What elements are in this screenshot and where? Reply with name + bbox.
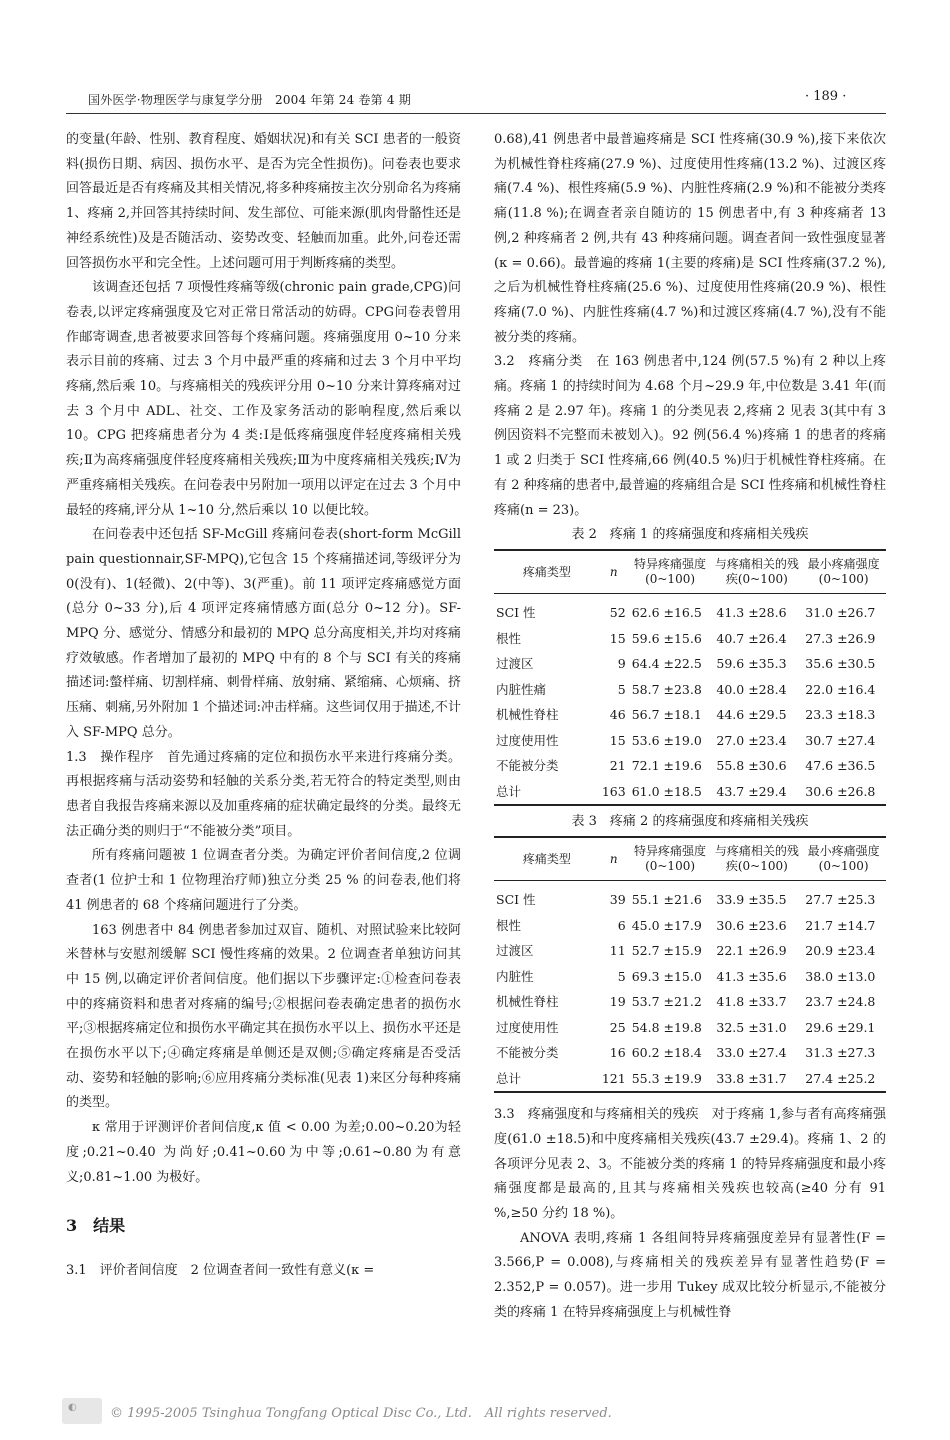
table-cell: 30.7 ±27.4 bbox=[805, 732, 876, 748]
table-cell: 不能被分类 bbox=[496, 758, 559, 774]
table-cell: 59.6 ±35.3 bbox=[716, 656, 787, 672]
table-cell: 62.6 ±16.5 bbox=[631, 605, 702, 621]
table-cell: 27.4 ±25.2 bbox=[801, 1066, 886, 1093]
table-cell: 11 bbox=[609, 943, 626, 959]
table-row bbox=[494, 702, 886, 728]
table-row bbox=[494, 913, 886, 939]
table-cell: 总计 bbox=[494, 779, 600, 806]
paragraph-intensity: 3.3 疼痛强度和与疼痛相关的残疾 对于疼痛 1,参与者有高疼痛强度(61.0 ±18.5)和中度疼痛相关残疾(43.7 ±29.4)。疼痛 1、2 的各项评分见表 2、3。不能被分类的疼痛 1 的特异疼痛强度和最小疼痛强度都是最高的,且其与疼痛相关残疾也较高(≥40 分有 91 %,≥50 分约 18 %)。 bbox=[494, 1107, 886, 1222]
table-cell: 根性 bbox=[496, 630, 522, 646]
table-cell: 33.8 ±31.7 bbox=[712, 1066, 801, 1093]
table-cell: 33.0 ±27.4 bbox=[716, 1045, 787, 1061]
table2-caption: 表 2 疼痛 1 的疼痛强度和疼痛相关残疾 bbox=[571, 527, 809, 543]
table-cell: 22.0 ±16.4 bbox=[805, 681, 876, 697]
table-cell: 58.7 ±23.8 bbox=[631, 681, 702, 697]
table2 bbox=[494, 549, 886, 806]
table-cell: 40.0 ±28.4 bbox=[716, 681, 787, 697]
right-column bbox=[494, 128, 886, 1326]
table-cell: 43.7 ±29.4 bbox=[712, 779, 801, 806]
paragraph-reliability: 3.1 评价者间信度 2 位调查者间一致性有意义(κ = bbox=[66, 1262, 375, 1278]
table-row bbox=[494, 1015, 886, 1041]
table3-caption: 表 3 疼痛 2 的疼痛强度和疼痛相关残疾 bbox=[571, 814, 809, 830]
paragraph-anova: ANOVA 表明,疼痛 1 各组间特异疼痛强度差异有显著性(F = 3.566,P = 0.008),与疼痛相关的残疾差异有显著性趋势(F = 2.352,P = 0.057)。进一步用 Tukey 成双比较分析显示,不能被分类的疼痛 1 在特异疼痛强度上与机械性脊 bbox=[494, 1230, 886, 1320]
table-cell: 31.3 ±27.3 bbox=[805, 1045, 876, 1061]
paragraph: 该调查还包括 7 项慢性疼痛等级(chronic pain grade,CPG)问卷表,以评定疼痛强度及它对正常日常活动的妨碍。CPG问卷表曾用作邮寄调查,患者被要求回答每个疼痛问题。疼痛强度用 0~10 分来表示目前的疼痛、过去 3 个月中最严重的疼痛和过去 3 个月中平均疼痛,然后乘 10。与疼痛相关的残疾评分用 0~10 分来计算疼痛对过去 3 个月中 ADL、社交、工作及家务活动的影响程度,然后乘以 10。CPG 把疼痛患者分为 4 类:Ⅰ是低疼痛强度伴轻度疼痛相关残疾;Ⅱ为高疼痛强度伴轻度疼痛相关残疾;Ⅲ为中度疼痛相关残疾;Ⅳ为严重疼痛相关残疾。在问卷表中另附加一项用以评定在过去 3 个月中最轻的疼痛,评分从 1~10 分,然后乘以 10 以便比较。 bbox=[66, 280, 461, 518]
table-row bbox=[494, 881, 886, 913]
table-cell: SCI 性 bbox=[496, 892, 536, 908]
table-cell: 25 bbox=[609, 1019, 626, 1035]
table-cell: 过度使用性 bbox=[496, 1019, 559, 1035]
table-header: n bbox=[600, 550, 628, 594]
table3-body bbox=[494, 881, 886, 1093]
table-cell: 过渡区 bbox=[496, 656, 534, 672]
table-row bbox=[494, 1040, 886, 1066]
header-rule bbox=[66, 113, 886, 114]
table-cell: 23.3 ±18.3 bbox=[805, 707, 876, 723]
table-header: 最小疼痛强度(0~100) bbox=[801, 837, 886, 881]
table-header: 与疼痛相关的残疾(0~100) bbox=[712, 837, 801, 881]
table-cell: 41.3 ±28.6 bbox=[716, 605, 787, 621]
table-row bbox=[494, 753, 886, 779]
paragraph: 在问卷表中还包括 SF-McGill 疼痛问卷表(short-form McGill pain questionnair,SF-MPQ),它包含 15 个疼痛描述词,等级评分为 0(没有)、1(轻微)、2(中等)、3(严重)。前 11 项评定疼痛感觉方面(总分 0~33 分),后 4 项评定疼痛情感方面(总分 0~12 分)。SF-MPQ 分、感觉分、情感分和最初的 MPQ 总分高度相关,并均对疼痛疗效敏感。作者增加了最初的 MPQ 中有的 8 个与 SCI 有关的疼痛描述词:螫样痛、切割样痛、刺骨样痛、放射痛、紧缩痛、心烦痛、挤压痛、刺痛,另外附加 1 个描述词:冲击样痛。这些词仅用于描述,不计入 SF-MPQ 总分。 bbox=[66, 527, 461, 740]
table-cell: 44.6 ±29.5 bbox=[716, 707, 787, 723]
table-cell: 23.7 ±24.8 bbox=[805, 994, 876, 1010]
table-cell: 5 bbox=[617, 681, 626, 697]
table-cell: 35.6 ±30.5 bbox=[805, 656, 876, 672]
table-cell: 总计 bbox=[494, 1066, 600, 1093]
table-cell: 45.0 ±17.9 bbox=[631, 917, 702, 933]
table-cell: 59.6 ±15.6 bbox=[631, 630, 702, 646]
table-cell: 56.7 ±18.1 bbox=[631, 707, 702, 723]
table-cell: 27.7 ±25.3 bbox=[805, 892, 876, 908]
table-cell: 29.6 ±29.1 bbox=[805, 1019, 876, 1035]
table-cell: 61.0 ±18.5 bbox=[628, 779, 713, 806]
table-cell: 30.6 ±26.8 bbox=[801, 779, 886, 806]
table-cell: 40.7 ±26.4 bbox=[716, 630, 787, 646]
table-cell: 55.1 ±21.6 bbox=[631, 892, 702, 908]
table-row bbox=[494, 1066, 886, 1093]
table-cell: 54.8 ±19.8 bbox=[631, 1019, 702, 1035]
table-header: n bbox=[600, 837, 628, 881]
table2-body bbox=[494, 594, 886, 806]
table-cell: 21.7 ±14.7 bbox=[805, 917, 876, 933]
table-cell: 内脏性 bbox=[496, 968, 534, 984]
table-cell: 32.5 ±31.0 bbox=[716, 1019, 787, 1035]
table-cell: 52 bbox=[609, 605, 626, 621]
table-cell: 21 bbox=[609, 758, 626, 774]
table-cell: 内脏性痛 bbox=[496, 681, 547, 697]
table-cell: 19 bbox=[609, 994, 626, 1010]
table-cell: 过渡区 bbox=[496, 943, 534, 959]
table-cell: 47.6 ±36.5 bbox=[805, 758, 876, 774]
table-header: 特异疼痛强度(0~100) bbox=[628, 550, 713, 594]
table-cell: 52.7 ±15.9 bbox=[631, 943, 702, 959]
table-row bbox=[494, 651, 886, 677]
table-cell: 55.8 ±30.6 bbox=[716, 758, 787, 774]
copyright: © 1995-2005 Tsinghua Tongfang Optical Disc Co., Ltd. All rights reserved. bbox=[110, 1406, 612, 1421]
table-cell: 39 bbox=[609, 892, 626, 908]
table-cell: 41.8 ±33.7 bbox=[716, 994, 787, 1010]
table-cell: 16 bbox=[609, 1045, 626, 1061]
table-header: 疼痛类型 bbox=[494, 837, 600, 881]
paragraph: 的变量(年龄、性别、教育程度、婚姻状况)和有关 SCI 患者的一般资料(损伤日期、病因、损伤水平、是否为完全性损伤)。问卷表也要求回答最近是否有疼痛及其相关情况,将多种疼痛按主次分别命名为疼痛 1、疼痛 2,并回答其持续时间、发生部位、可能来源(肌肉骨骼性还是神经系统性)及是否随活动、姿势改变、轻触而加重。此外,问卷还需回答损伤水平和完全性。上述问题可用于判断疼痛的类型。 bbox=[66, 132, 461, 271]
table-row bbox=[494, 989, 886, 1015]
table-cell: 根性 bbox=[496, 917, 522, 933]
table-cell: 过度使用性 bbox=[496, 732, 559, 748]
table-cell: 64.4 ±22.5 bbox=[631, 656, 702, 672]
table-cell: 55.3 ±19.9 bbox=[628, 1066, 713, 1093]
paragraph-procedure: 1.3 操作程序 首先通过疼痛的定位和损伤水平来进行疼痛分类。再根据疼痛与活动姿势和轻触的关系分类,若无符合的特定类型,则由患者自我报告疼痛来源以及加重疼痛的症状确定最终的分类。最终无法正确分类的则归于“不能被分类”项目。 bbox=[66, 749, 461, 839]
table-cell: 6 bbox=[617, 917, 626, 933]
table-cell: 53.6 ±19.0 bbox=[631, 732, 702, 748]
table3 bbox=[494, 836, 886, 1093]
table-cell: 69.3 ±15.0 bbox=[631, 968, 702, 984]
table-cell: 33.9 ±35.5 bbox=[716, 892, 787, 908]
table-row bbox=[494, 728, 886, 754]
section-heading: 3 结果 bbox=[66, 1216, 126, 1236]
table-cell: 72.1 ±19.6 bbox=[631, 758, 702, 774]
table-cell: 163 bbox=[600, 779, 628, 806]
paragraph-kappa: κ 常用于评测评价者间信度,κ 值 < 0.00 为差;0.00~0.20为轻度;0.21~0.40 为尚好;0.41~0.60为中等;0.61~0.80为有意义;0.81~1.00 为极好。 bbox=[66, 1120, 461, 1185]
table-cell: 53.7 ±21.2 bbox=[631, 994, 702, 1010]
table-row bbox=[494, 677, 886, 703]
table-row bbox=[494, 964, 886, 990]
table-header: 与疼痛相关的残疾(0~100) bbox=[712, 550, 801, 594]
table-cell: 31.0 ±26.7 bbox=[805, 605, 876, 621]
table-cell: 机械性脊柱 bbox=[496, 994, 559, 1010]
left-column bbox=[66, 128, 461, 1284]
paragraph: 所有疼痛问题被 1 位调查者分类。为确定评价者间信度,2 位调查者(1 位护士和 1 位物理治疗师)独立分类 25 % 的问卷表,他们将 41 例患者的 68 个疼痛问题进行了分类。 bbox=[66, 848, 461, 913]
table-cell: 20.9 ±23.4 bbox=[805, 943, 876, 959]
paragraph: 0.68),41 例患者中最普遍疼痛是 SCI 性疼痛(30.9 %),接下来依次为机械性脊柱疼痛(27.9 %)、过度使用性疼痛(13.2 %)、过渡区疼痛(7.4 %)、根性疼痛(5.9 %)、内脏性疼痛(2.9 %)和不能被分类疼痛(11.8 %);在调查者亲自随访的 15 例患者中,有 3 种疼痛者 13 例,2 种疼痛者 2 例,共有 43 种疼痛问题。调查者间一致性强度显著(κ = 0.66)。最普遍的疼痛 1(主要的疼痛)是 SCI 性疼痛(37.2 %),之后为机械性脊柱疼痛(25.6 %)、过度使用性疼痛(20.9 %)、根性疼痛(7.0 %)、内脏性疼痛(4.7 %)和过渡区疼痛(4.7 %),没有不能被分类的疼痛。 bbox=[494, 132, 886, 345]
table-cell: 不能被分类 bbox=[496, 1045, 559, 1061]
paragraph-classification: 3.2 疼痛分类 在 163 例患者中,124 例(57.5 %)有 2 种以上疼痛。疼痛 1 的持续时间为 4.68 个月~29.9 年,中位数是 3.41 年(而疼痛 2 是 2.97 年)。疼痛 1 的分类见表 2,疼痛 2 见表 3(其中有 3 例因资料不完整而未被划入)。92 例(56.4 %)疼痛 1 的患者的疼痛 1 或 2 归类于 SCI 性疼痛,66 例(40.5 %)归于机械性脊柱疼痛。在有 2 种疼痛的患者中,最普遍的疼痛组合是 SCI 性疼痛和机械性脊柱疼痛(n = 23)。 bbox=[494, 354, 886, 518]
table-cell: 15 bbox=[609, 630, 626, 646]
running-header: 国外医学·物理医学与康复学分册 2004 年第 24 卷第 4 期 bbox=[88, 93, 411, 107]
table-row bbox=[494, 938, 886, 964]
table-row bbox=[494, 779, 886, 806]
table-cell: 38.0 ±13.0 bbox=[805, 968, 876, 984]
table-cell: 27.3 ±26.9 bbox=[805, 630, 876, 646]
table-cell: 60.2 ±18.4 bbox=[631, 1045, 702, 1061]
table-header: 最小疼痛强度(0~100) bbox=[801, 550, 886, 594]
table-cell: 121 bbox=[600, 1066, 628, 1093]
footer bbox=[62, 1398, 892, 1428]
table-cell: 27.0 ±23.4 bbox=[716, 732, 787, 748]
table-cell: 46 bbox=[609, 707, 626, 723]
table-cell: 22.1 ±26.9 bbox=[716, 943, 787, 959]
table-row bbox=[494, 626, 886, 652]
table-cell: 9 bbox=[617, 656, 626, 672]
table-row bbox=[494, 594, 886, 626]
table-cell: SCI 性 bbox=[496, 605, 536, 621]
table-header: 疼痛类型 bbox=[494, 550, 600, 594]
table-header: 特异疼痛强度(0~100) bbox=[628, 837, 713, 881]
table-cell: 15 bbox=[609, 732, 626, 748]
paragraph: 163 例患者中 84 例患者参加过双盲、随机、对照试验来比较阿米替林与安慰剂缓解 SCI 慢性疼痛的效果。2 位调查者单独访问其中 15 例,以确定评价者间信度。他们据以下步骤评定:①检查问卷表中的疼痛资料和患者对疼痛的编号;②根据问卷表确定患者的损伤水平;③根据疼痛定位和损伤水平确定其在损伤水平以上、损伤水平还是在损伤水平以下;④确定疼痛是单侧还是双侧;⑤确定疼痛是否受活动、姿势和轻触的影响;⑥应用疼痛分类标准(见表 1)来区分每种疼痛的类型。 bbox=[66, 922, 461, 1111]
table-cell: 30.6 ±23.6 bbox=[716, 917, 787, 933]
table-cell: 41.3 ±35.6 bbox=[716, 968, 787, 984]
table-cell: 5 bbox=[617, 968, 626, 984]
table-cell: 机械性脊柱 bbox=[496, 707, 559, 723]
page-number: · 189 · bbox=[805, 89, 847, 104]
publisher-logo-icon: ◐ bbox=[62, 1398, 102, 1424]
